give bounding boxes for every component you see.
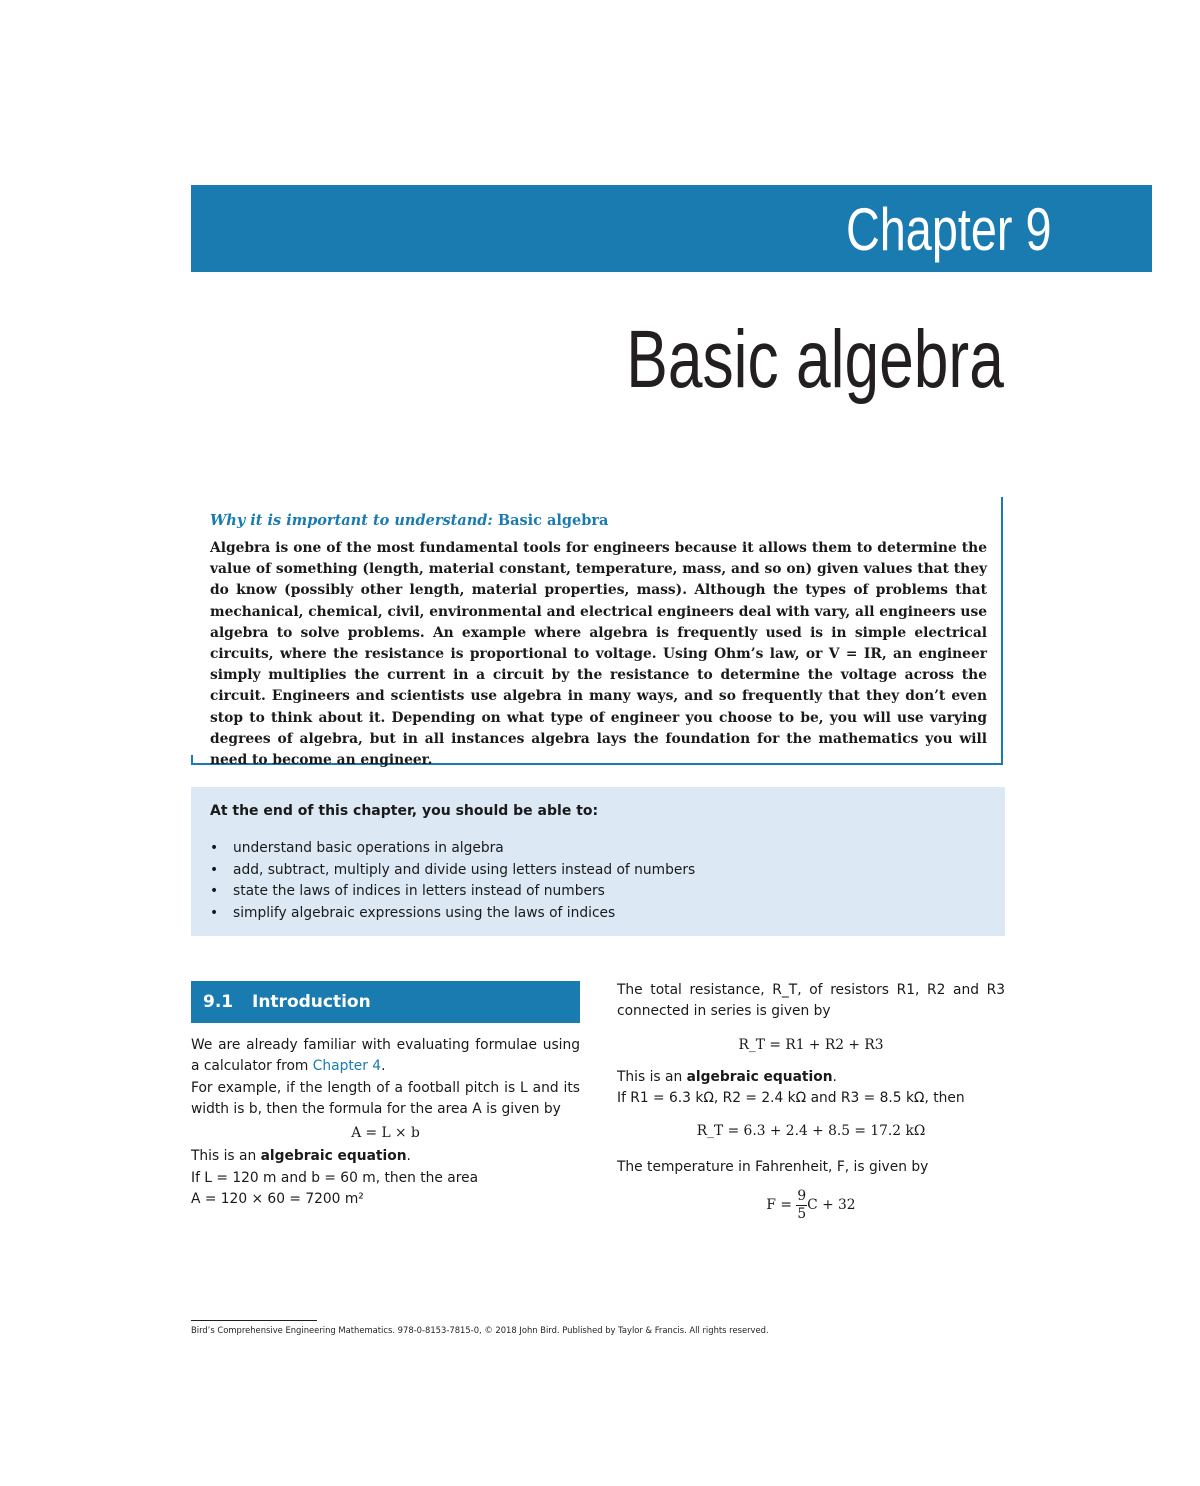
chapter-title: Basic algebra — [626, 314, 1004, 405]
objective-text: add, subtract, multiply and divide using letters instead of numbers — [233, 861, 696, 878]
algebraic-equation-term: algebraic equation — [686, 1068, 833, 1085]
note-text-end: . — [406, 1148, 411, 1165]
why-important-heading-topic: Basic algebra — [497, 512, 609, 529]
fraction-denominator: 5 — [797, 1206, 807, 1223]
series-resistance-equation: R_T = R1 + R2 + R3 — [738, 1036, 884, 1053]
football-paragraph: For example, if the length of a football pitch is L and its width is b, then the formula for the area A is given by — [191, 1079, 580, 1117]
equation-rhs: C + 32 — [807, 1197, 856, 1214]
substitution-line: If L = 120 m and b = 60 m, then the area — [191, 1169, 479, 1186]
section-number: 9.1 — [203, 992, 234, 1012]
why-important-body: Algebra is one of the most fundamental tools for engineers because it allows them to determine the value of something (length, material constant, temperature, mass, and so on) given values that they do know (possibly other length, material properties, mass). Although the types of problems that mechanical, chemical, civil, environmental and electrical engineers deal with vary, all engineers use algebra to solve problems. An example where algebra is frequently used is in simple electrical circuits, where the resistance is proportional to voltage. Using Ohm’s law, or V = IR, an engineer simply multiplies the current in a circuit by the resistance to determine the voltage across the circuit. Engineers and scientists use algebra in many ways, and so frequently that they don’t even stop to think about it. Depending on what type of engineer you choose to be, you will use varying degrees of algebra, but in all instances algebra lays the foundation for the mathematics you will need to become an engineer. — [210, 540, 987, 769]
objective-text: understand basic operations in algebra — [233, 840, 504, 856]
fraction — [796, 1188, 807, 1223]
note-text-end: . — [832, 1068, 837, 1085]
resistance-paragraph: The total resistance, R_T, of resistors R1, R2 and R3 connected in series is given by — [617, 982, 1005, 1020]
section-title: Introduction — [252, 992, 371, 1012]
objective-text: state the laws of indices in letters instead of numbers — [233, 883, 605, 899]
why-important-heading-prefix: Why it is important to understand: — [210, 512, 493, 529]
why-important-heading — [210, 512, 608, 529]
note-text: This is an — [617, 1068, 687, 1085]
intro-paragraph — [191, 1035, 580, 1078]
bullet-icon: • — [210, 883, 219, 899]
intro-text-end: . — [381, 1058, 386, 1075]
total-resistance-equation: R_T = 6.3 + 2.4 + 8.5 = 17.2 kΩ — [696, 1123, 926, 1140]
list-item — [210, 881, 695, 903]
fahrenheit-paragraph: The temperature in Fahrenheit, F, is given by — [617, 1158, 929, 1175]
section-heading-bar — [191, 981, 580, 1023]
chapter-label: Chapter 9 — [845, 196, 1051, 263]
left-column — [191, 1035, 580, 1210]
area-result: A = 120 × 60 = 7200 m² — [191, 1191, 364, 1208]
footnote-rule — [191, 1320, 317, 1321]
algebraic-equation-note — [617, 1067, 1005, 1088]
bullet-icon: • — [210, 904, 219, 921]
list-item — [210, 860, 695, 882]
intro-text: We are already familiar with evaluating formulae using a calculator from — [191, 1037, 580, 1075]
objectives-heading: At the end of this chapter, you should be able to: — [210, 803, 599, 819]
bullet-icon: • — [210, 840, 219, 856]
resistor-values-line: If R1 = 6.3 kΩ, R2 = 2.4 kΩ and R3 = 8.5 kΩ, then — [617, 1090, 965, 1107]
algebraic-equation-note — [191, 1146, 580, 1167]
objective-text: simplify algebraic expressions using the laws of indices — [233, 904, 616, 921]
objectives-list — [210, 838, 695, 924]
bullet-icon: • — [210, 861, 219, 878]
chapter-4-link[interactable]: Chapter 4 — [312, 1058, 382, 1075]
fahrenheit-equation — [617, 1188, 1005, 1223]
fraction-numerator: 9 — [797, 1188, 807, 1205]
right-column — [617, 980, 1005, 1223]
copyright-footnote: Bird’s Comprehensive Engineering Mathematics. 978-0-8153-7815-0, © 2018 John Bird. Published by Taylor & Francis. All rights reserved. — [191, 1325, 769, 1335]
equation-lhs: F = — [766, 1197, 792, 1214]
list-item — [210, 903, 695, 925]
note-text: This is an — [191, 1148, 261, 1165]
area-equation: A = L × b — [351, 1125, 420, 1142]
list-item — [210, 838, 695, 860]
algebraic-equation-term: algebraic equation — [260, 1148, 407, 1165]
